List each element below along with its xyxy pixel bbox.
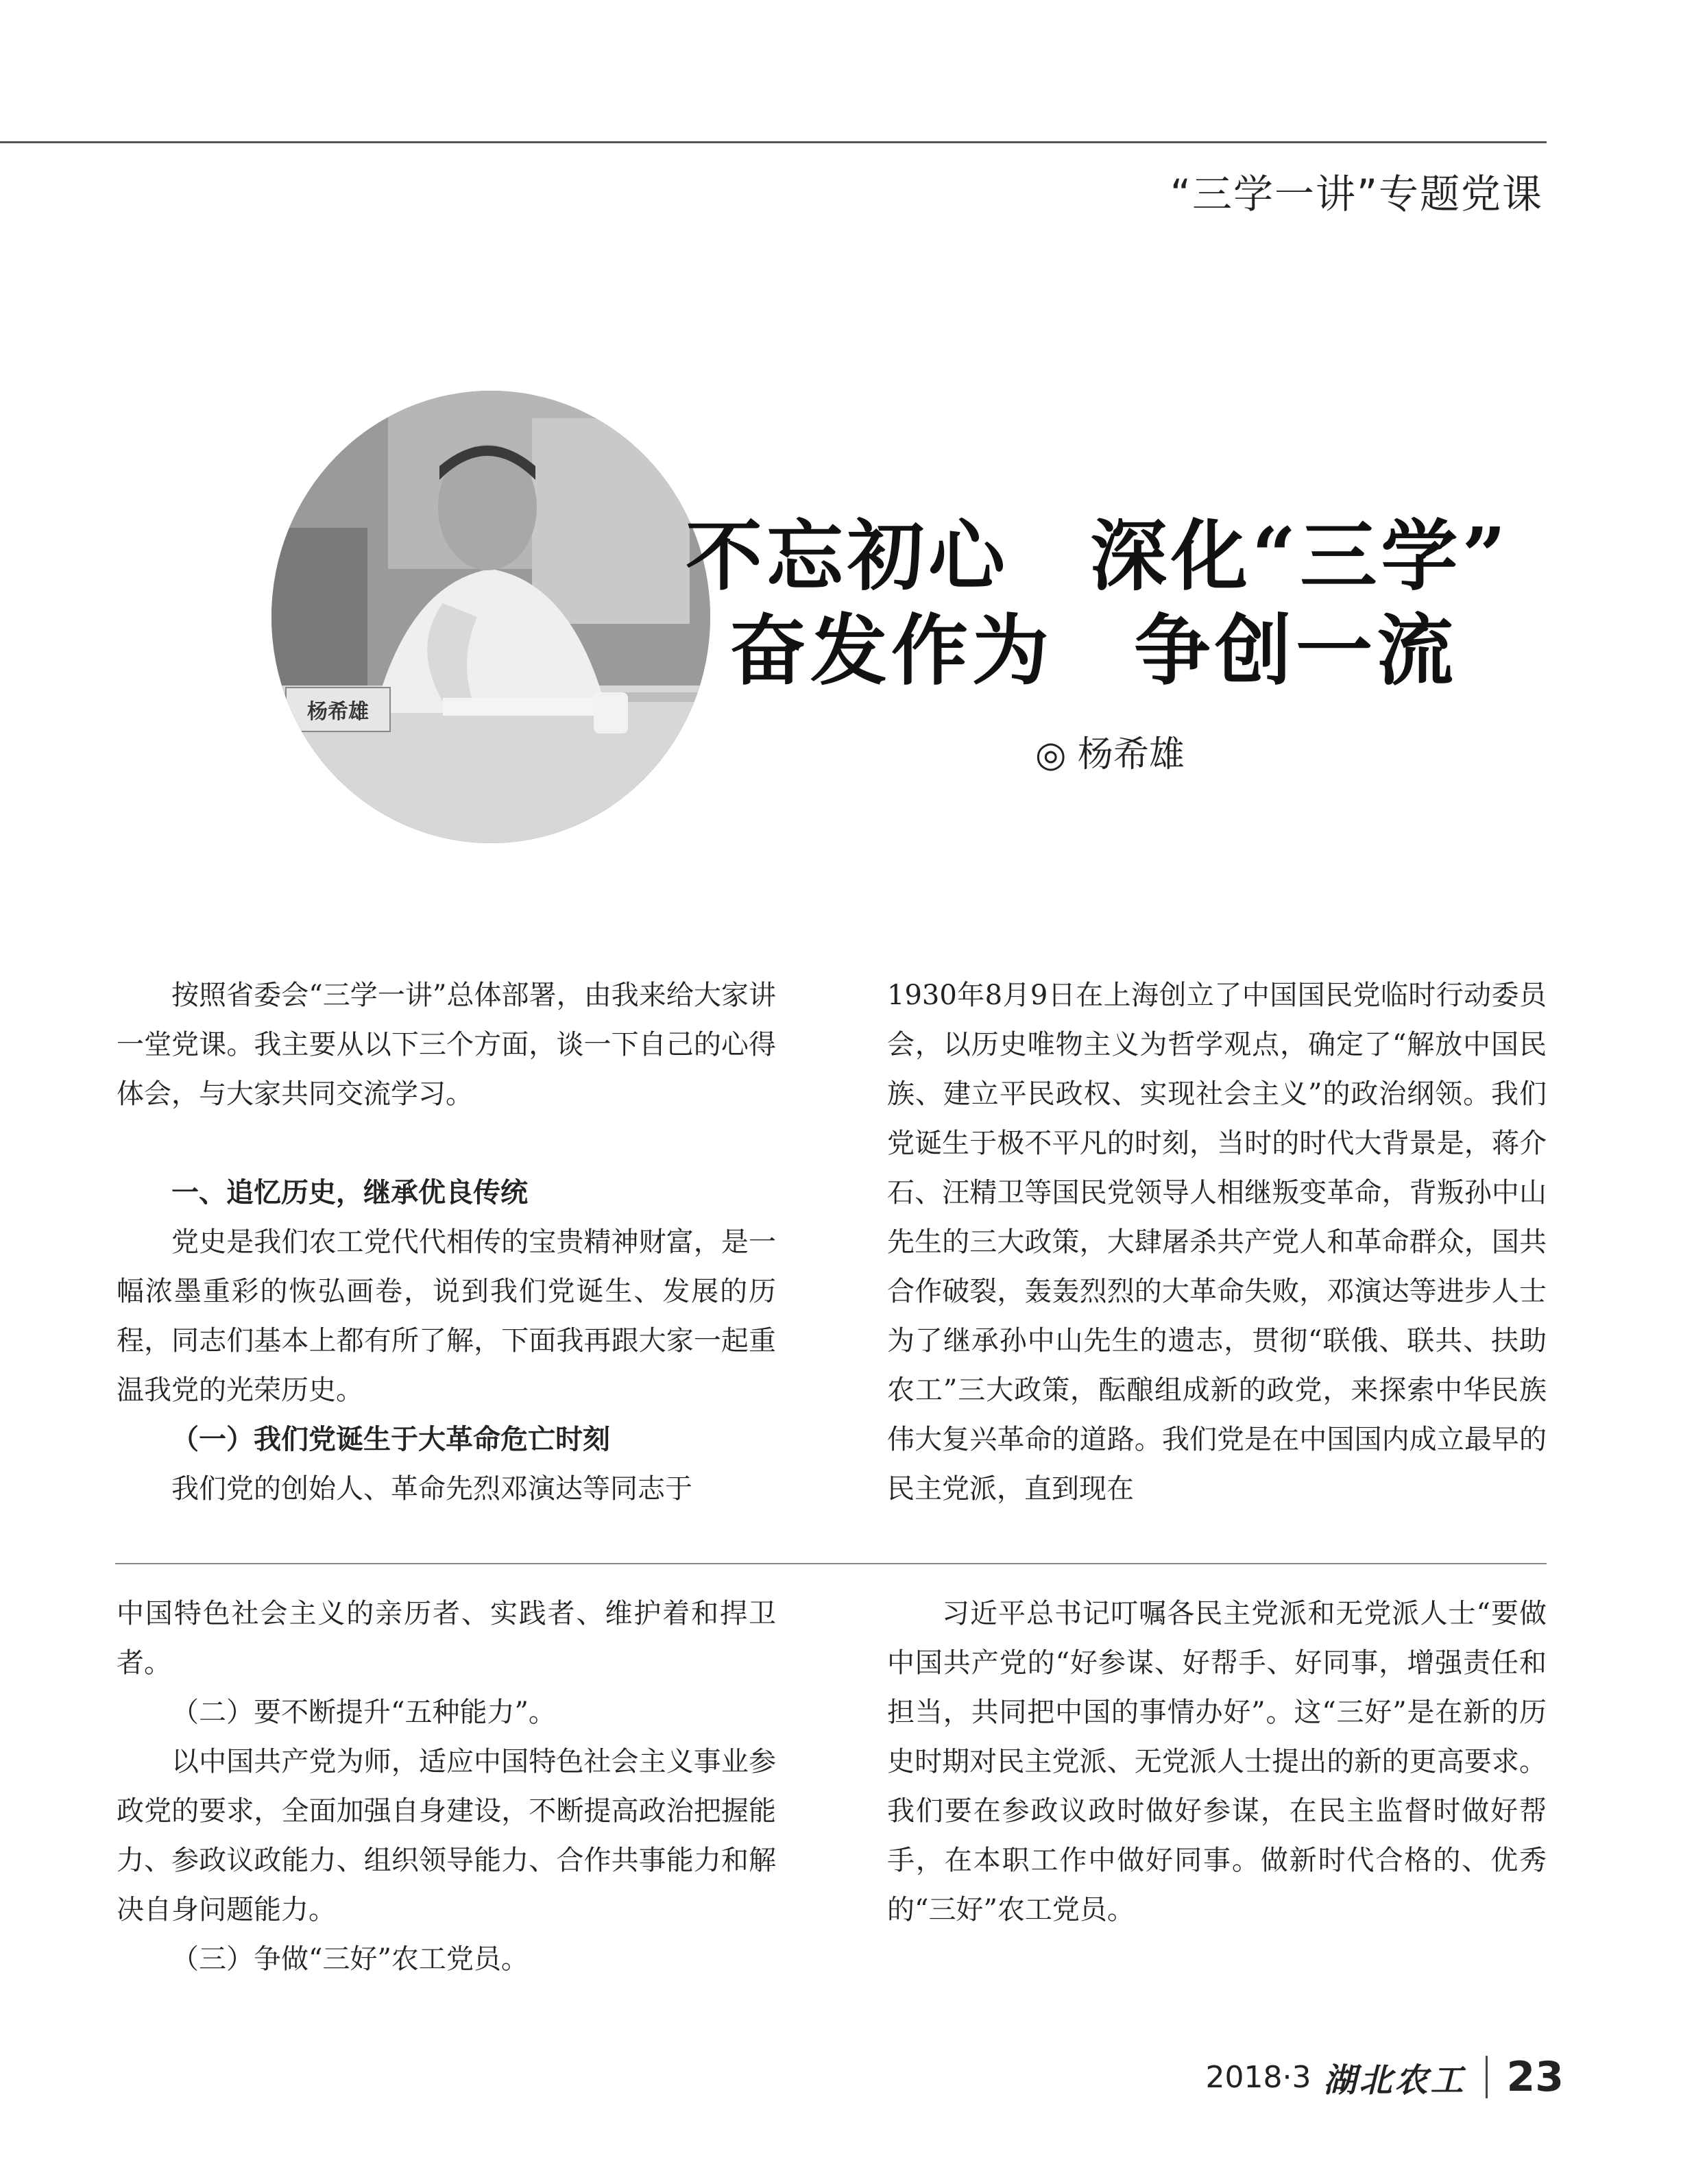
intro-paragraph: 按照省委会“三学一讲”总体部署，由我来给大家讲一堂党课。我主要从以下三个方面，谈一下自己的心得体会，与大家共同交流学习。 — [117, 980, 776, 1110]
body-column-3 — [117, 1589, 776, 1984]
article-title-line-2: 奋发作为 争创一流 — [729, 606, 1457, 696]
body-column-4 — [887, 1589, 1547, 1934]
name-card-text: 杨希雄 — [307, 700, 369, 724]
founders-paragraph: 我们党的创始人、革命先烈邓演达等同志于 — [171, 1473, 692, 1505]
magazine-name: 湖北农工 — [1323, 2061, 1466, 2100]
subsection-heading-1: （一）我们党诞生于大革命危亡时刻 — [171, 1424, 610, 1455]
article-author: ◎ 杨希雄 — [1035, 734, 1185, 775]
section-label: “三学一讲”专题党课 — [1170, 171, 1543, 217]
history-paragraph: 党史是我们农工党代代相传的宝贵精神财富，是一幅浓墨重彩的恢弘画卷，说到我们党诞生、发展的历程，同志们基本上都有所了解，下面我再跟大家一起重温我党的光荣历史。 — [117, 1226, 776, 1406]
footer-divider — [1486, 2056, 1488, 2098]
subsection-heading-2: （二）要不断提升“五种能力”。 — [171, 1697, 556, 1728]
subsection-heading-3: （三）争做“三好”农工党员。 — [171, 1943, 529, 1975]
article-title-line-1: 不忘初心 深化“三学” — [686, 511, 1510, 601]
continuation-paragraph: 中国特色社会主义的亲历者、实践者、维护着和捍卫者。 — [117, 1598, 776, 1679]
author-portrait — [271, 391, 710, 843]
section-heading-1: 一、追忆历史，继承优良传统 — [171, 1177, 528, 1209]
body-column-2 — [887, 971, 1547, 1514]
three-goods-paragraph: 习近平总书记叮嘱各民主党派和无党派人士“要做中国共产党的“好参谋、好帮手、好同事，增强责任和担当，共同把中国的事情办好”。这“三好”是在新的历史时期对民主党派、无党派人士提出的新的更高要求。我们要在参政议政时做好参谋，在民主监督时做好帮手，在本职工作中做好同事。做新时代合格的、优秀的“三好”农工党员。 — [887, 1598, 1547, 1926]
body-column-1 — [117, 971, 776, 1514]
founding-paragraph: 1930年8月9日在上海创立了中国国民党临时行动委员会，以历史唯物主义为哲学观点，确定了“解放中国民族、建立平民政权、实现社会主义”的政治纲领。我们党诞生于极不平凡的时刻，当时的时代大背景是，蒋介石、汪精卫等国民党领导人相继叛变革命，背叛孙中山先生的三大政策，大肆屠杀共产党人和革命群众，国共合作破裂，轰轰烈烈的大革命失败，邓演达等进步人士为了继承孙中山先生的遗志，贯彻“联俄、联共、扶助农工”三大政策，酝酿组成新的政党，来探索中华民族伟大复兴革命的道路。我们党是在中国国内成立最早的民主党派，直到现在 — [887, 980, 1547, 1505]
section-divider — [115, 1563, 1547, 1564]
page-number: 23 — [1506, 2053, 1564, 2101]
issue-number: 2018·3 — [1205, 2059, 1311, 2095]
header-rule — [0, 141, 1547, 143]
page-footer — [1206, 2050, 1564, 2104]
abilities-paragraph: 以中国共产党为师，适应中国特色社会主义事业参政党的要求，全面加强自身建设，不断提高政治把握能力、参政议政能力、组织领导能力、合作共事能力和解决自身问题能力。 — [117, 1746, 776, 1926]
name-card — [285, 687, 391, 732]
